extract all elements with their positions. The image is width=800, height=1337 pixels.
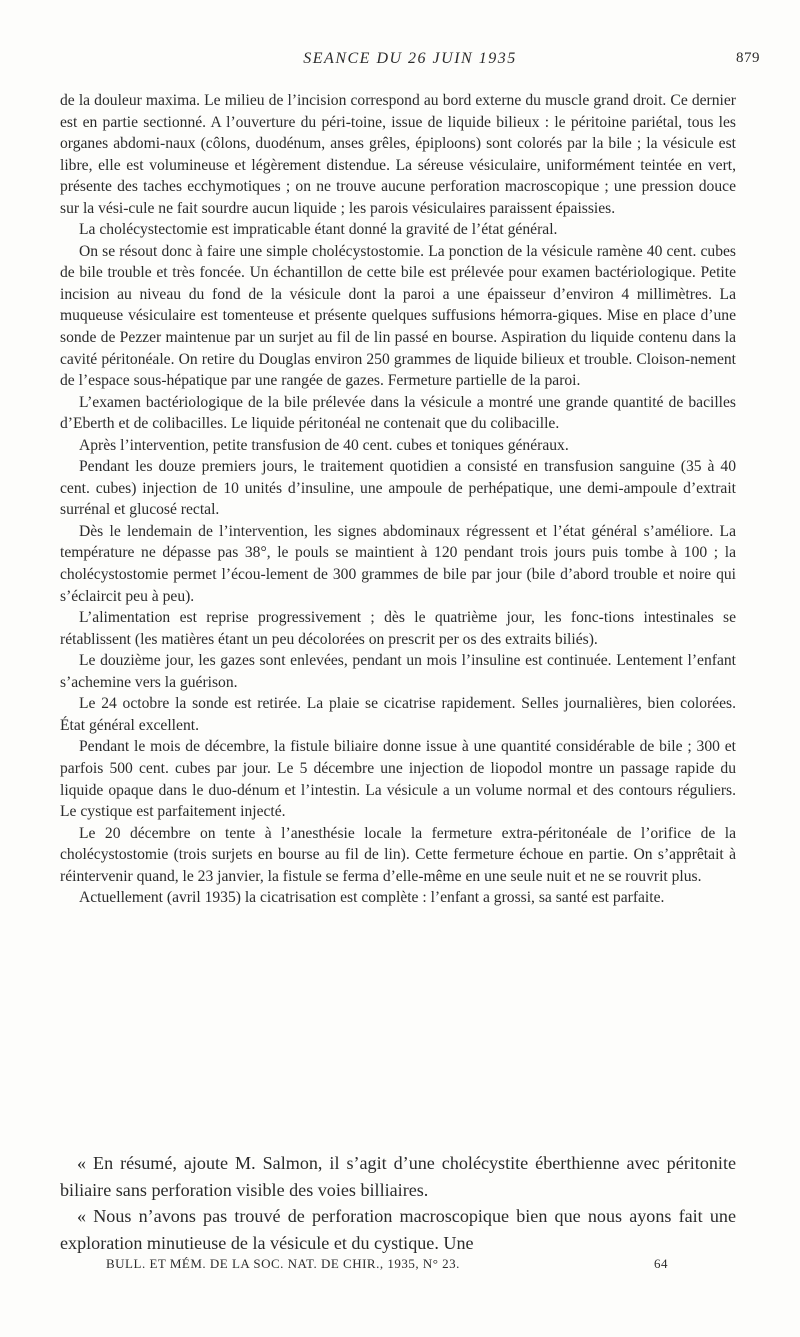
- paragraph-cholecystostomy: On se résout donc à faire une simple cholécystostomie. La ponction de la vésicule ramène 40 cent. cubes de bile trouble et très foncée. Un échantillon de cette bile est prélevée pour examen bactériologique. Petite incision au niveau du fond de la vésicule dont la paroi a une épaisseur d’environ 4 millimètres. La muqueuse vésiculaire est tomenteuse et présente quelques suffusions hémorra-giques. Mise en place d’une sonde de Pezzer maintenue par un surjet au fil de lin passé en bourse. Aspiration du liquide contenu dans la cavité péritonéale. On retire du Douglas environ 250 grammes de liquide bilieux et trouble. Cloison-nement de l’espace sous-hépatique par une rangée de gazes. Fermeture partielle de la paroi.: [60, 242, 736, 390]
- paragraph-biliary-fistula: Pendant le mois de décembre, la fistule biliaire donne issue à une quantité considérable de bile ; 300 et parfois 500 cent. cubes par jour. Le 5 décembre une injection de liopodol montre un passage rapide du liquide opaque dans le duo-dénum et l’intestin. La vésicule a un volume normal et des contours réguliers. Le cystique est parfaitement injecté.: [60, 738, 736, 821]
- paragraph-operative-findings: de la douleur maxima. Le milieu de l’incision correspond au bord externe du muscle grand droit. Ce dernier est en partie sectionné. A l’ouverture du péri-toine, issue de liquide bilieux : le péritoine pariétal, tous les organes abdomi-naux (côlons, duodénum, anses grêles, épiploons) sont colorés par la bile ; la vésicule est libre, elle est volumineuse et légèrement distendue. La séreuse vésiculaire, uniformément teintée en vert, présente des taches ecchymotiques ; on ne trouve aucune perforation macroscopique ; une pression douce sur la vési-cule ne fait sourdre aucun liquide ; les parois vésiculaires paraissent épaissies.: [60, 92, 736, 217]
- signature-number: 64: [654, 1256, 668, 1271]
- page-number: 879: [736, 50, 760, 66]
- body-text: [60, 90, 736, 909]
- paragraph-fistula-closure: Le 20 décembre on tente à l’anesthésie locale la fermeture extra-péritonéale de l’orifice de la cholécystostomie (trois surjets en bourse au fil de lin). Cette fermeture échoue en partie. On s’apprêtait à réintervenir quand, le 23 janvier, la fistule se ferma d’elle-même en une seule nuit et ne se rouvrit plus.: [60, 824, 736, 885]
- paragraph-tube-removal: Le 24 octobre la sonde est retirée. La plaie se cicatrise rapidement. Selles journalières, bien colorées. État général excellent.: [60, 695, 736, 734]
- paragraph-post-op-transfusion: Après l’intervention, petite transfusion de 40 cent. cubes et toniques généraux.: [79, 436, 569, 454]
- paragraph-gauze-removal: Le douzième jour, les gazes sont enlevées, pendant un mois l’insuline est continuée. Lentement l’enfant s’achemine vers la guérison.: [60, 652, 736, 691]
- paragraph-cholecystectomy-impracticable: La cholécystectomie est impraticable étant donné la gravité de l’état général.: [79, 221, 558, 239]
- quote-paragraph-summary: « En résumé, ajoute M. Salmon, il s’agit d’une cholécystite éberthienne avec péritonite biliaire sans perforation visible des voies billiaires.: [60, 1153, 736, 1200]
- paragraph-recovery-signs: Dès le lendemain de l’intervention, les signes abdominaux régressent et l’état général s’améliore. La température ne dépasse pas 38°, le pouls se maintient à 120 pendant trois jours puis tombe à 100 ; la cholécystostomie permet l’écou-lement de 300 grammes de bile par jour (bile d’abord trouble et noire qui s’éclaircit peu à peu).: [60, 522, 736, 605]
- running-head-title: SEANCE DU 26 JUIN 1935: [303, 50, 517, 67]
- summary-quote: [60, 1150, 736, 1256]
- quote-paragraph-exploration: « Nous n’avons pas trouvé de perforation macroscopique bien que nous ayons fait une exploration minutieuse de la vésicule et du cystique. Une: [60, 1206, 736, 1253]
- paragraph-current-status: Actuellement (avril 1935) la cicatrisation est complète : l’enfant a grossi, sa santé est parfaite.: [79, 889, 665, 907]
- running-head: [60, 50, 760, 74]
- paragraph-alimentation: L’alimentation est reprise progressivement ; dès le quatrième jour, les fonc-tions intestinales se rétablissent (les matières étant un peu décolorées on prescrit per os des extraits biliés).: [60, 609, 736, 648]
- paragraph-bacteriology: L’examen bactériologique de la bile prélevée dans la vésicule a montré une grande quantité de bacilles d’Eberth et de colibacilles. Le liquide péritonéal ne contenait que du colibacille.: [60, 393, 736, 433]
- page-footer: [106, 1256, 668, 1276]
- paragraph-daily-treatment: Pendant les douze premiers jours, le traitement quotidien a consisté en transfusion sanguine (35 à 40 cent. cubes) injection de 10 unités d’insuline, une ampoule de perhépatique, une demi-ampoule d’extrait surrénal et glucosé rectal.: [60, 458, 736, 519]
- journal-reference: BULL. ET MÉM. DE LA SOC. NAT. DE CHIR., 1935, N° 23.: [106, 1256, 460, 1271]
